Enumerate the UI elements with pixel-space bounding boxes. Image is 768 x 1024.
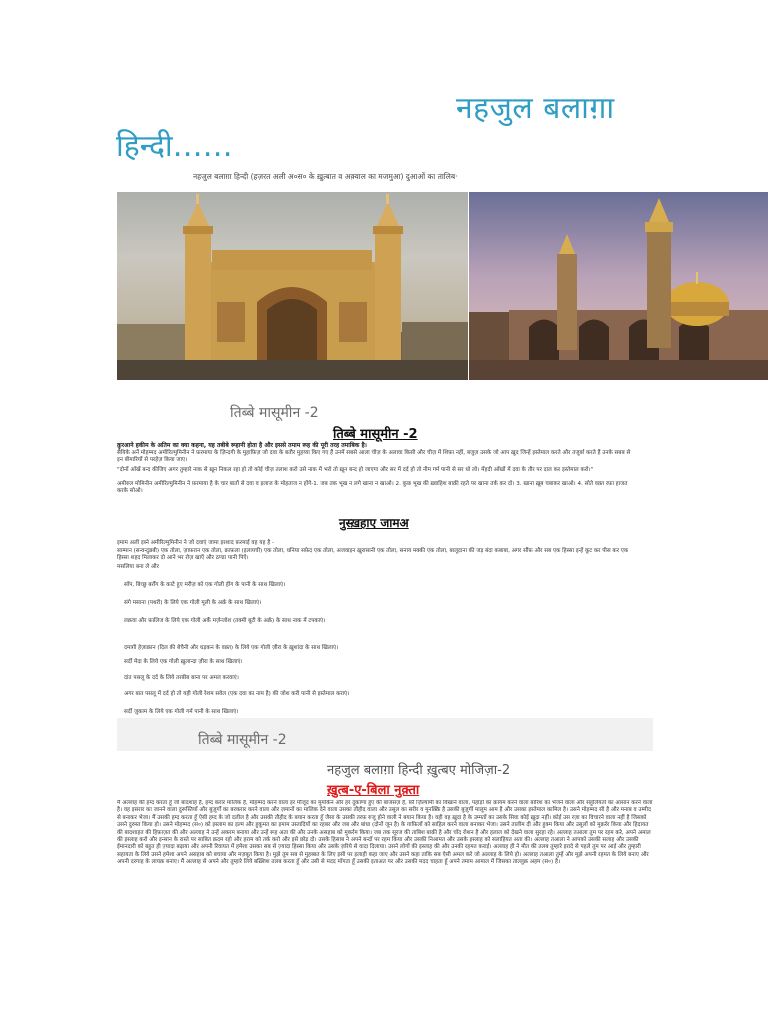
section2-intro-2: साम्मान (सन्वन्दुन्नबी) एक तोला, ज़ाफ़रान एक तोला, क़ाफ़ला (इलायची) एक तोला, धनिया सफ़ेद एक तोला, अजवाइन ख़ुरासानी एक तोला, सनाय मक्की एक तोला, बालूदाना की जड़ बंदा कबाबा, अगर सौंफ़ और सब एक हिस्सा इन्हें कूट कर पीस कर एक हिस्सा शहद मिलाकर दो आने भर रोज़ खाएँ और ठण्डा पानी पिएँ। bbox=[117, 548, 629, 562]
section1-para-2: "दोनों आँखें बन्द कीजिए अगर तुम्हारे नाक से ख़ून निकल रहा हो तो कोई चीज़ तलाश करो उसे नाक में भरो तो ख़ून बन्द हो जाएगा और सर में दर्द हो तो नीम गर्म पानी से सर धो लो। मेंहदी आँखों में दवा के तौर पर दाल कर इस्तेमाल करो।" bbox=[117, 467, 594, 473]
shrine-photo-left bbox=[117, 192, 468, 380]
faded-heading-2: तिब्बे मासूमीन -2 bbox=[198, 732, 287, 748]
remedy-item: दांत पसलू के दर्द के लिये तरबीब बाना पर अमल करवाएं। bbox=[124, 675, 239, 681]
remedy-item: सर्दी ज़ुकाम के लिये एक गोली गर्म पानी के साथ खिलाएं। bbox=[124, 709, 239, 715]
section2-intro-3: मसलिया बना ले और bbox=[117, 564, 159, 570]
shrine-photo-right bbox=[469, 192, 768, 380]
remedy-item: संगे मसाना (पथरी) के लिये एक गोली मूली के अर्क़ के साथ खिलाएं। bbox=[124, 600, 262, 606]
section1-para-3: अमीरुल मोमिनीन अमीरिल्मुमिनीन ने फ़रमाया है के चार बातों से दवा व इलाज के मोहताज न होंगे-1. जब तक भूख न लगे खाना न खाओ। 2. कुछ भूख की ख़्वाहिश बाक़ी रहते पर खाना तर्क कर दो। 3. खाना ख़ूब चबाकर खाओ। 4. सोते वक़्त रफ़ा हाजत करके सोओ। bbox=[117, 481, 628, 495]
site-title-line2: हिन्दी…… bbox=[116, 129, 233, 164]
remedy-item: साँप, बिच्छू बर्रोंग के काटे हुए मरीज़ को एक गोली हींग के पानी के साथ खिलाएं। bbox=[124, 582, 286, 588]
section1-para-1: सैयिके अर्ने मोहम्मद अमीरिल्मुमिनीन ने फ़रमाया के ज़िन्दगी के मुहाफ़िज़ जो दवा के बतौर मुहय्या किए गए हैं उनमें सबसे आला चीज़ के अलावा किसी और चीज़ में शिफ़ा नहीं, बजुज़ उसके जो आप ख़ुद जिन्हें इस्तेमाल करते और तजुर्बा करते हैं उनके सबब से इन बीमारियों से परहेज़ किया जाए। bbox=[117, 450, 631, 464]
section3-red-heading: ख़ुत्ब-ए-बिला नुक़्ता bbox=[327, 783, 420, 798]
shrine-illustration-right bbox=[469, 192, 768, 380]
section1-heading: तिब्बे मासूमीन -2 bbox=[333, 427, 418, 442]
faded-heading-1: तिब्बे मासूमीन -2 bbox=[230, 405, 319, 421]
section1-lead: क़ुरआने हकीम के अतिम का क्या कहना, यह तबीबे रूहानी होता है और इससे तमाम रूह की पूरी तरह तमाबिक है। bbox=[117, 442, 367, 449]
section2-heading: नुस्ख़हाए जामअ bbox=[339, 516, 409, 530]
remedy-item: अगर बात पसलू में दर्द हो तो यही गोली रेशम सवेल (एक दवा का नाम है) की जोश करी पानी से इस्तेमाल कराएं। bbox=[124, 691, 350, 697]
section2-intro-1: इमाम अली इब्ने अमीरिल्मुमिनीन ने जो दवाएं जामा इरशाद फ़रमाई वह यह है - bbox=[117, 540, 275, 546]
remedy-item: दमाग़ी हेज़ाक़ान (दिल की बेचैनी और धड़कन के वक़्त) के लिये एक गोली ज़ीरा के ख़ुशांदा के साथ खिलाएं। bbox=[124, 645, 339, 651]
site-title-line1: नहजुल बलाग़ा bbox=[456, 91, 615, 126]
section3-subheading: नहजुल बलाग़ा हिन्दी ख़ुत्बए मोजिज़ा-2 bbox=[327, 763, 511, 778]
subtitle: नहजुल बलाग़ा हिन्दी (हज़रत अली अ०स० के ख़ुत्बात व अक़्वाल का मजमुआ) दुआओं का तालिब· bbox=[193, 172, 458, 181]
remedy-item: लक़वा और फ़ालिज के लिये एक गोली अर्के मर्ज़न्जोश (तक्मी बूटी के अर्क़) के साथ नाक में टपकाएं। bbox=[124, 618, 326, 624]
remedy-item: सर्दी मेदा के लिये एक गोली ख़ुलान्दा ज़ीरा के साथ खिलाएं। bbox=[124, 659, 243, 665]
section3-body: मैं अल्लाह की हम्द करता हूँ जो बादशाह है, हम्द करार मालिक है, मोहम्मद करने वाला इर मौजूद का मुमकिन और हर दुकाणा हुए की बाजसज़ है, फ़ौ ज़िल्यामी का विखाने वाला, पहाड़ों का क़ायम करने वाला बारिश का भेजने वाला और सहूलियतों का आसान करने वाला है। वह इसरार का जानने वाला दुरूस्तियाँ और बुज़ुर्गों का बरकरार करने वाला और ज़मानों का मालिक देने वाला उसका तौहीद वाला और उसूल का सरीर व मुनक़्क़ि है उसकी बुज़ुर्गी मालूम आम है और उसका इस्तेमाल कामिल है। उसने मोहम्मद सी है और मनाब व उम्मीद से बनाकर भेजा। मैं उसकी हम्द करता हूँ ऐसी हम्द के जो दलील है और उसकी तौहीद के बयान करता हूँ जैसा के उसकी तरफ़ रुजू होने वाली ने बयान किया है। वही वह ख़ुदा है के उम्मतों का उसके सिवा कोई ख़ुदा नहीं। कोई उस रज़ा का विचारने वाला नहीं है जिसको उसने दुरुस्त किया हो। उसने मोहम्मद (स०) को इस्लाम का इल्म और हुकूमत का इमाम उस्तादियों का रहबर और जब और बांधा (दोनों जून है) के ग़ाफ़िलों को साहिल करने वाला बनाकर भेजा। उसने तालीम दी और हुक्म किया और उसूलों को मुक़र्रर किया और हिदायत की बादशाहत की हिफ़ाज़त की और अल्लाह ने उन्हें अकरम बनाया और उन्हें रूह अता की और उनके असहाब को मुकर्रम किया। जब तक सूरज की ताबिश बाक़ी है और चाँद रोशन है और हलाल को देखने वाला सुरहा रहे। अल्लाह तआला तुम पर रहम करे, अपने अमाल की इस्लाह करो और इन्सान के रास्ते पर साबित क़दम रहो और हराम को तर्क करो और इसे छोड़ दो। उसके हिसाब ने अपने बन्दों पर रहम किया और उसकी निआमत और उसके इस्लाह को सलाहियत अता की। अल्लाह तआला ने आपको उसकी सलाह और उसकी ईमानदारी को बहुत ही ज़्यादा बढ़ाया और अपनी रिवायत में हमेशा उसका सब से ज़्यादा हिस्सा किया और उसके ज़रिये से वादा दिलाया। उसने लोगों की इस्लाह की और उनकी रहमत कराई। अल्लाह ही ने मौत की तलब तुम्हारे इरादे से पहले तुम पर आई और तुम्हारी सहायता के लिये उसने हमेशा अपने असहाब को बचाया और मज़बूत किया है। मुझे तुम सब से मुहब्बत के लिए इसी पर इलाही कहा जाए और उसने कहा ताकि सब ऐसी अमल करे जो अल्लाह के लिये हो। अल्लाह तआला तुम्हें और मुझे अपनी रहमत के लिये बनाए और अपनी दरगाह के लायक़ बनाए। मैं अल्लाह से अपने और तुम्हारे लिये बख़्शिश तलब करता हूँ और उसी से मदद माँगता हूँ उसकी इताअत पर और उसकी मदद चाहता हूँ अपने तमाम आमाल में जिसका ताल्लुक़ अहम (स०) है। bbox=[117, 800, 653, 866]
shrine-illustration-left bbox=[117, 192, 468, 380]
